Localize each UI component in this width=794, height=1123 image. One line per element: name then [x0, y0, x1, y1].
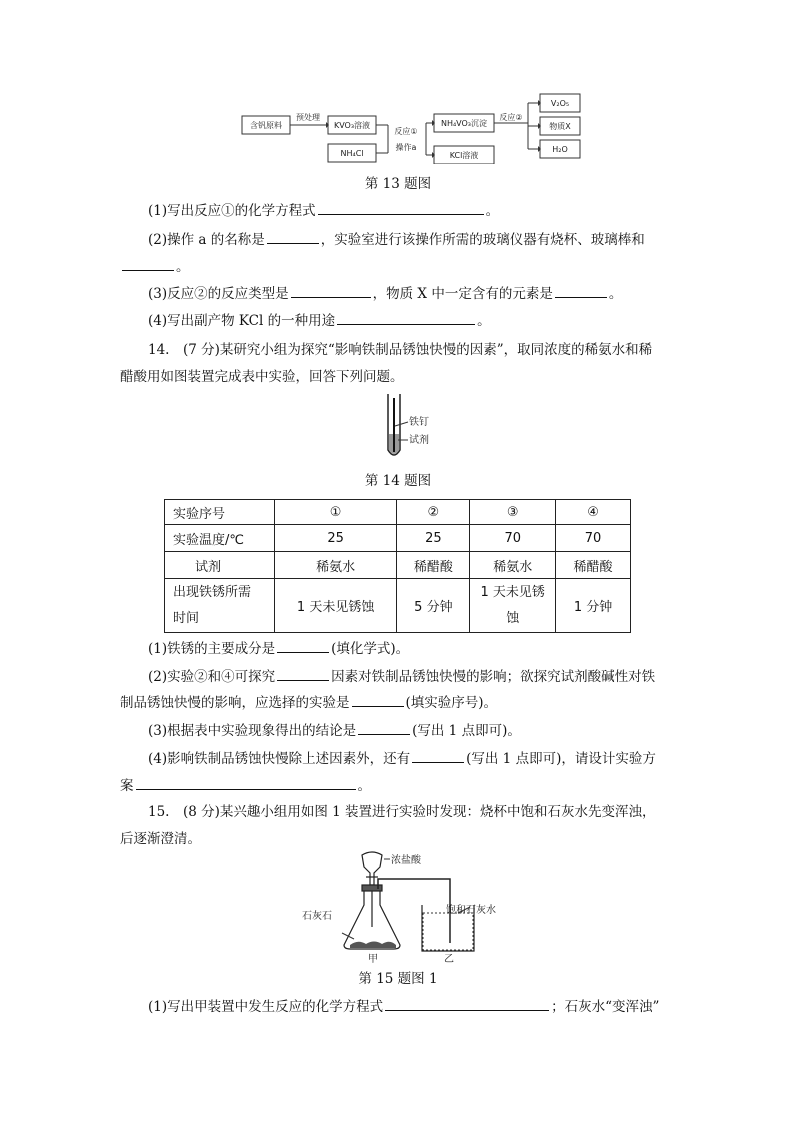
answer-blank[interactable] [277, 666, 329, 681]
label-yi: 乙 [444, 954, 454, 963]
node-h2o: H₂O [552, 145, 568, 154]
q14-part4 [148, 748, 656, 769]
q14-p2-text-d: (填实验序号)。 [405, 695, 498, 711]
table-cell: 试剂 [165, 552, 275, 579]
q14-p2-text-a: (2)实验②和④可探究 [148, 669, 276, 685]
figure-13-caption: 第 13 题图 [364, 176, 432, 192]
q14-intro-line1: 14. (7 分)某研究小组为探究“影响铁制品锈蚀快慢的因素”，取同浓度的稀氨水和稀 [148, 342, 653, 358]
label-nail: 铁钉 [409, 417, 429, 428]
q14-intro-line2: 醋酸用如图装置完成表中实验，回答下列问题。 [120, 369, 404, 385]
table-row [165, 500, 631, 525]
table-cell: ③ [470, 500, 556, 525]
answer-blank[interactable] [277, 638, 329, 653]
table-cell: 1 天未见锈蚀 [470, 579, 556, 633]
label-limewater: 饱和石灰水 [446, 905, 496, 916]
q14-part2 [148, 666, 655, 687]
q14-p1-text-a: (1)铁锈的主要成分是 [148, 641, 276, 657]
flowchart-svg [240, 92, 585, 164]
q13-part1 [148, 200, 499, 221]
node-raw: 含钒原料 [250, 121, 282, 130]
q13-p3-text-a: (3)反应②的反应类型是 [148, 286, 289, 302]
label-reaction2: 反应② [499, 113, 523, 122]
separatory-funnel [362, 852, 382, 885]
table-cell: 实验温度/℃ [165, 525, 275, 552]
table-cell: ② [397, 500, 470, 525]
node-v2o5: V₂O₅ [550, 99, 570, 108]
figure-15-caption: 第 15 题图 1 [358, 971, 438, 987]
figure-15-apparatus [298, 851, 498, 963]
answer-blank[interactable] [352, 692, 404, 707]
table-row [165, 579, 631, 633]
figure-14-test-tube [378, 392, 448, 462]
q14-part4-cont [120, 775, 371, 796]
node-kcl: KCl溶液 [449, 151, 479, 160]
limestone-solid [350, 942, 396, 949]
table-cell: ④ [556, 500, 631, 525]
q13-part3 [148, 283, 622, 304]
answer-blank[interactable] [267, 229, 319, 244]
table-cell: 1 天未见锈蚀 [274, 579, 397, 633]
q13-p1-end: 。 [485, 203, 500, 219]
q15-intro-line2: 后逐渐澄清。 [120, 831, 201, 847]
q13-p2-text-a: (2)操作 a 的名称是 [148, 232, 265, 248]
label-jia: 甲 [368, 954, 378, 963]
table-cell: 70 [470, 525, 556, 552]
label-reaction1: 反应① [394, 127, 418, 136]
answer-blank[interactable] [337, 310, 475, 325]
table-cell: 实验序号 [165, 500, 275, 525]
q15-p1-text-a: (1)写出甲装置中发生反应的化学方程式 [148, 999, 384, 1015]
q13-part2 [148, 229, 645, 250]
table-cell: 1 分钟 [556, 579, 631, 633]
table-cell: 25 [397, 525, 470, 552]
q13-p3-end: 。 [608, 286, 623, 302]
table-cell: 5 分钟 [397, 579, 470, 633]
table-cell: 稀醋酸 [556, 552, 631, 579]
q13-p4-text: (4)写出副产物 KCl 的一种用途 [148, 313, 336, 329]
table-cell: ① [274, 500, 397, 525]
q13-p3-text-b: ，物质 X 中一定含有的元素是 [372, 286, 553, 302]
figure-13-flowchart [240, 92, 585, 164]
q14-part2-cont [120, 692, 497, 713]
node-nh4cl: NH₄Cl [340, 149, 364, 158]
table-row [165, 525, 631, 552]
q14-p1-text-b: (填化学式)。 [331, 641, 410, 657]
answer-blank[interactable] [358, 720, 410, 735]
table-cell: 稀氨水 [470, 552, 556, 579]
table-row [165, 552, 631, 579]
q14-p4-end: 。 [357, 778, 371, 794]
table-cell: 稀醋酸 [397, 552, 470, 579]
node-nh4vo3: NH₄VO₃沉淀 [440, 119, 488, 128]
answer-blank[interactable] [122, 256, 174, 271]
q15-part1 [148, 996, 659, 1017]
answer-blank[interactable] [412, 748, 464, 763]
q14-p4-text-b: (写出 1 点即可)，请设计实验方 [466, 751, 656, 767]
label-pretreat: 预处理 [296, 113, 320, 122]
table-cell: 稀氨水 [274, 552, 397, 579]
q14-part1 [148, 638, 409, 659]
q13-p2-end: 。 [176, 259, 190, 275]
answer-blank[interactable] [136, 775, 356, 790]
q15-p1-text-b: ；石灰水“变浑浊” [551, 999, 660, 1015]
q13-p4-end: 。 [477, 313, 491, 329]
q13-part2-cont [120, 256, 190, 277]
q14-p2-text-c: 制品锈蚀快慢的影响，应选择的实验是 [120, 695, 350, 711]
delivery-tube [378, 879, 450, 943]
experiment-table [164, 499, 631, 633]
q14-p2-text-b: 因素对铁制品锈蚀快慢的影响；欲探究试剂酸碱性对铁 [331, 669, 656, 685]
answer-blank[interactable] [318, 200, 484, 215]
node-kvo: KVO₃溶液 [333, 121, 371, 130]
label-limestone: 石灰石 [302, 911, 332, 922]
q13-p2-text-b: ，实验室进行该操作所需的玻璃仪器有烧杯、玻璃棒和 [320, 232, 645, 248]
q15-intro-line1: 15. (8 分)某兴趣小组用如图 1 装置进行实验时发现：烧杯中饱和石灰水先变浑浊， [148, 804, 656, 820]
answer-blank[interactable] [385, 996, 549, 1011]
answer-blank[interactable] [291, 283, 371, 298]
q14-part3 [148, 720, 521, 741]
figure-14-caption: 第 14 题图 [364, 473, 432, 489]
q13-part4 [148, 310, 491, 331]
node-x: 物质X [549, 122, 571, 131]
answer-blank[interactable] [555, 283, 607, 298]
table-cell: 出现铁锈所需时间 [165, 579, 275, 633]
q14-p4-text-c: 案 [120, 778, 134, 794]
q13-p1-text: (1)写出反应①的化学方程式 [148, 203, 316, 219]
table-cell: 70 [556, 525, 631, 552]
label-hcl: 浓盐酸 [391, 855, 421, 866]
limewater-liquid [423, 913, 473, 950]
label-reagent: 试剂 [409, 435, 429, 446]
label-operation-a: 操作a [395, 143, 417, 152]
q14-p3-text-a: (3)根据表中实验现象得出的结论是 [148, 723, 357, 739]
q14-p4-text-a: (4)影响铁制品锈蚀快慢除上述因素外，还有 [148, 751, 411, 767]
q14-p3-text-b: (写出 1 点即可)。 [412, 723, 521, 739]
table-cell: 25 [274, 525, 397, 552]
